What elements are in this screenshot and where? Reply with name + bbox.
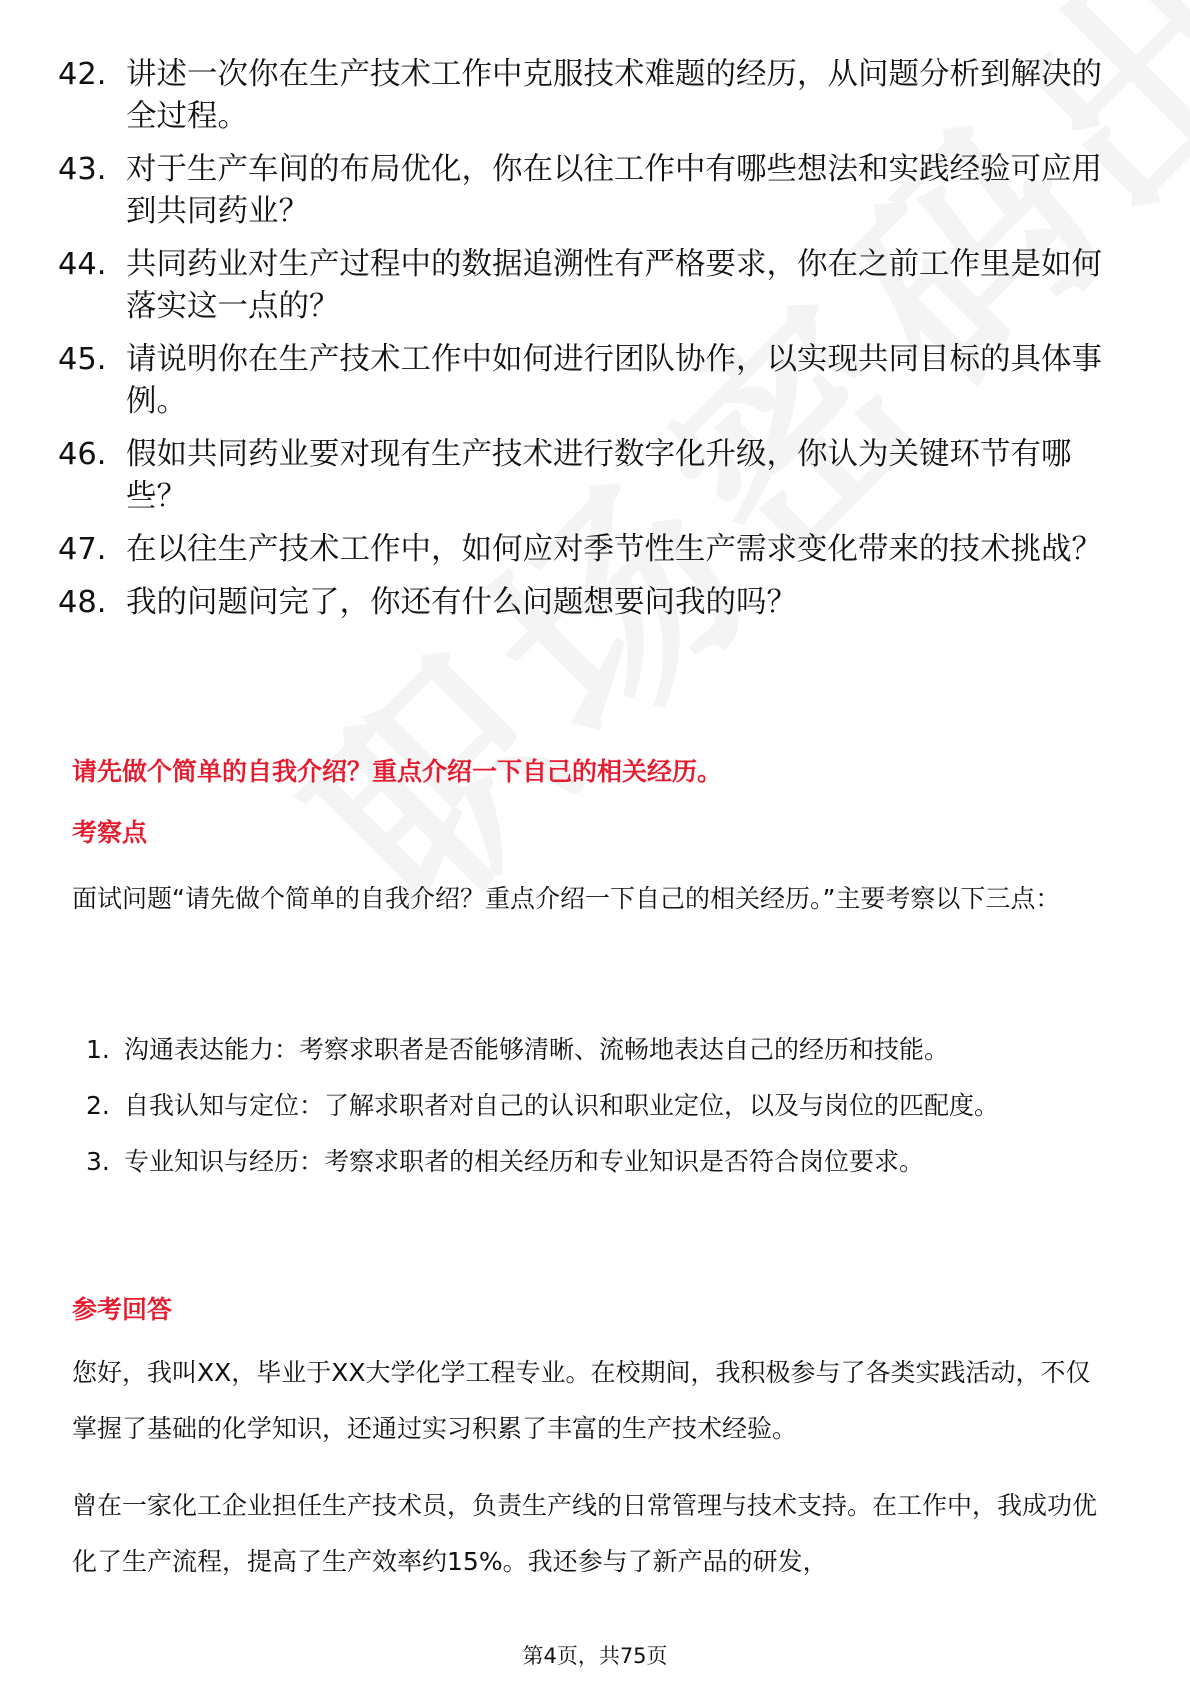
assessment-point bbox=[86, 1134, 1106, 1190]
question-text: 共同药业对生产过程中的数据追溯性有严格要求，你在之前工作里是如何落实这一点的？ bbox=[126, 247, 1102, 324]
question-text: 对于生产车间的布局优化，你在以往工作中有哪些想法和实践经验可应用到共同药业？ bbox=[126, 152, 1102, 229]
question-item bbox=[58, 54, 1118, 138]
reference-heading: 参考回答 bbox=[72, 1295, 173, 1324]
question-item bbox=[58, 582, 1118, 624]
question-number: 42. bbox=[58, 57, 107, 92]
assessment-point bbox=[86, 1022, 1106, 1078]
assessment-heading: 考察点 bbox=[72, 818, 148, 847]
question-item bbox=[58, 149, 1118, 233]
point-text: 自我认知与定位：了解求职者对自己的认识和职业定位，以及与岗位的匹配度。 bbox=[124, 1091, 1000, 1120]
section-title: 请先做个简单的自我介绍？重点介绍一下自己的相关经历。 bbox=[72, 757, 723, 786]
question-text: 假如共同药业要对现有生产技术进行数字化升级，你认为关键环节有哪些？ bbox=[126, 437, 1072, 514]
question-item bbox=[58, 339, 1118, 423]
page-footer: 第4页，共75页 bbox=[522, 1644, 668, 1668]
assessment-point bbox=[86, 1078, 1106, 1134]
question-text: 我的问题问完了，你还有什么问题想要问我的吗？ bbox=[126, 585, 797, 620]
question-item bbox=[58, 434, 1118, 518]
question-number: 44. bbox=[58, 247, 107, 282]
point-number: 1. bbox=[86, 1035, 110, 1064]
question-item bbox=[58, 244, 1118, 328]
question-text: 在以往生产技术工作中，如何应对季节性生产需求变化带来的技术挑战？ bbox=[126, 532, 1102, 567]
point-number: 3. bbox=[86, 1147, 110, 1176]
assessment-intro: 面试问题“请先做个简单的自我介绍？重点介绍一下自己的相关经历。”主要考察以下三点： bbox=[72, 884, 1061, 913]
assessment-points bbox=[86, 1022, 1106, 1190]
point-text: 专业知识与经历：考察求职者的相关经历和专业知识是否符合岗位要求。 bbox=[124, 1147, 925, 1176]
question-number: 48. bbox=[58, 585, 107, 620]
point-text: 沟通表达能力：考察求职者是否能够清晰、流畅地表达自己的经历和技能。 bbox=[124, 1035, 950, 1064]
question-number: 46. bbox=[58, 437, 107, 472]
question-text: 请说明你在生产技术工作中如何进行团队协作，以实现共同目标的具体事例。 bbox=[126, 342, 1102, 419]
point-number: 2. bbox=[86, 1091, 110, 1120]
reference-paragraph: 曾在一家化工企业担任生产技术员，负责生产线的日常管理与技术支持。在工作中，我成功优化了生产流程，提高了生产效率约15%。我还参与了新产品的研发， bbox=[72, 1491, 1098, 1576]
question-number: 43. bbox=[58, 152, 107, 187]
question-text: 讲述一次你在生产技术工作中克服技术难题的经历，从问题分析到解决的全过程。 bbox=[126, 57, 1102, 134]
question-item bbox=[58, 529, 1118, 571]
reference-paragraph: 您好，我叫XX，毕业于XX大学化学工程专业。在校期间，我积极参与了各类实践活动，不仅掌握了基础的化学知识，还通过实习积累了丰富的生产技术经验。 bbox=[72, 1358, 1091, 1443]
question-list bbox=[58, 54, 1118, 635]
question-number: 45. bbox=[58, 342, 107, 377]
question-number: 47. bbox=[58, 532, 107, 567]
